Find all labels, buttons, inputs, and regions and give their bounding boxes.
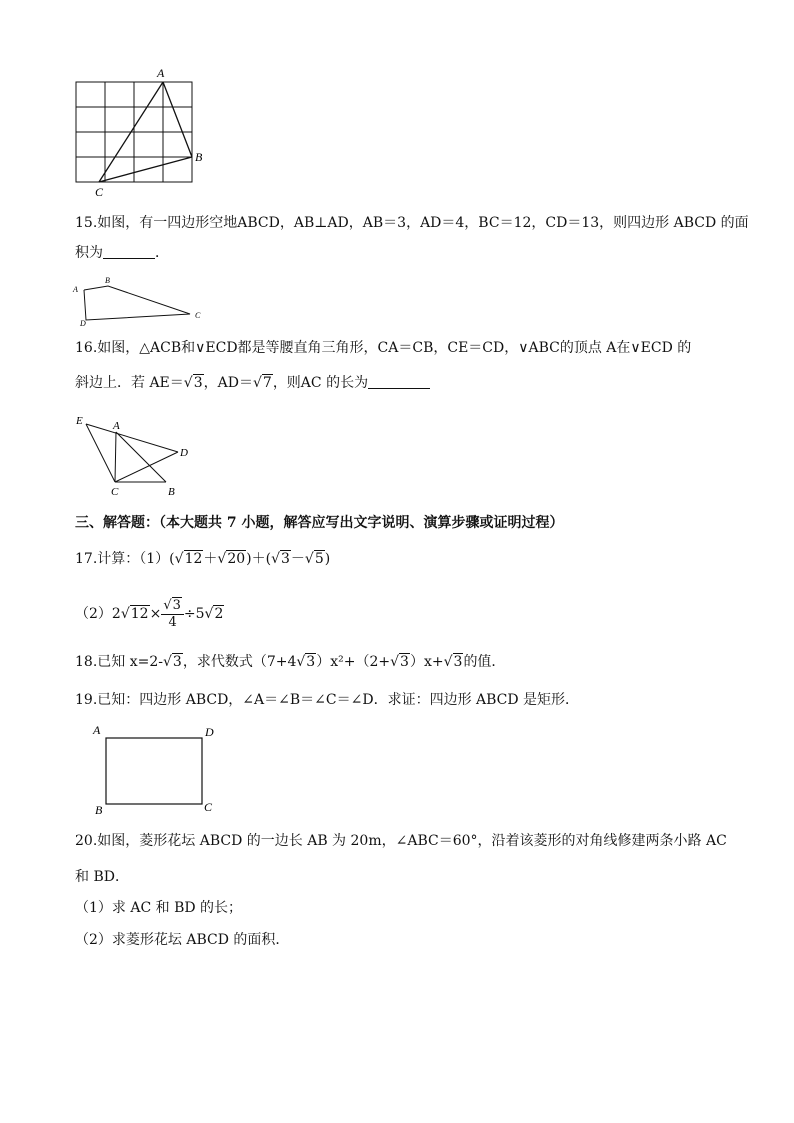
- label-d: D: [205, 725, 214, 739]
- label-c: C: [95, 185, 104, 199]
- label-b: B: [195, 150, 203, 164]
- q17-part1: 17.计算：（1）(√12＋√20)＋(√3－√5): [75, 551, 331, 567]
- grid-triangle-figure: [70, 64, 230, 200]
- label-c: C: [195, 311, 201, 320]
- q17-part2: （2）2√12× $\frac{√3}{4}$ ÷5√2: [75, 597, 224, 630]
- section-heading: 三、解答题：（本大题共 7 小题，解答应写出文字说明、演算步骤或证明过程）: [75, 515, 564, 531]
- triangles-figure: [70, 410, 200, 500]
- q16-line1: 16.如图，△ACB和∨ECD都是等腰直角三角形，CA＝CB，CE＝CD，∨ABC的顶点 A在∨ECD 的: [75, 340, 692, 356]
- label-b: B: [168, 486, 175, 498]
- label-d: D: [80, 319, 86, 328]
- label-b: B: [95, 803, 103, 817]
- rectangle-figure: [86, 718, 226, 818]
- label-a: A: [73, 285, 78, 294]
- q20-sub1: （1）求 AC 和 BD 的长；: [75, 900, 243, 916]
- label-e: E: [76, 415, 83, 427]
- label-d: D: [180, 447, 188, 459]
- label-b: B: [105, 276, 110, 285]
- label-a: A: [157, 66, 165, 80]
- label-c: C: [111, 486, 119, 498]
- q19-line: 19.已知：四边形 ABCD，∠A＝∠B＝∠C＝∠D．求证：四边形 ABCD 是矩形．: [75, 692, 580, 708]
- q15-line1: 15.如图，有一四边形空地ABCD，AB⊥AD，AB＝3，AD＝4，BC＝12，CD＝13，则四边形 ABCD 的面: [75, 215, 749, 231]
- q20-line1: 20.如图，菱形花坛 ABCD 的一边长 AB 为 20m，∠ABC＝60°，沿着该菱形的对角线修建两条小路 AC: [75, 833, 727, 849]
- q20-sub2: （2）求菱形花坛 ABCD 的面积．: [75, 932, 290, 948]
- q18-line: 18.已知 x=2-√3，求代数式（7+4√3）x²+（2+√3）x+√3的值．: [75, 654, 506, 670]
- q20-line2: 和 BD．: [75, 869, 129, 885]
- label-a: A: [113, 420, 120, 432]
- label-c: C: [204, 800, 213, 814]
- quadrilateral-figure: [70, 272, 210, 328]
- q15-line2: 积为 ．: [75, 245, 169, 261]
- label-a: A: [93, 723, 101, 737]
- q16-line2: 斜边上．若 AE＝√3，AD＝√7，则AC 的长为: [75, 373, 430, 393]
- answer-blank: [368, 374, 430, 389]
- answer-blank: [103, 244, 155, 259]
